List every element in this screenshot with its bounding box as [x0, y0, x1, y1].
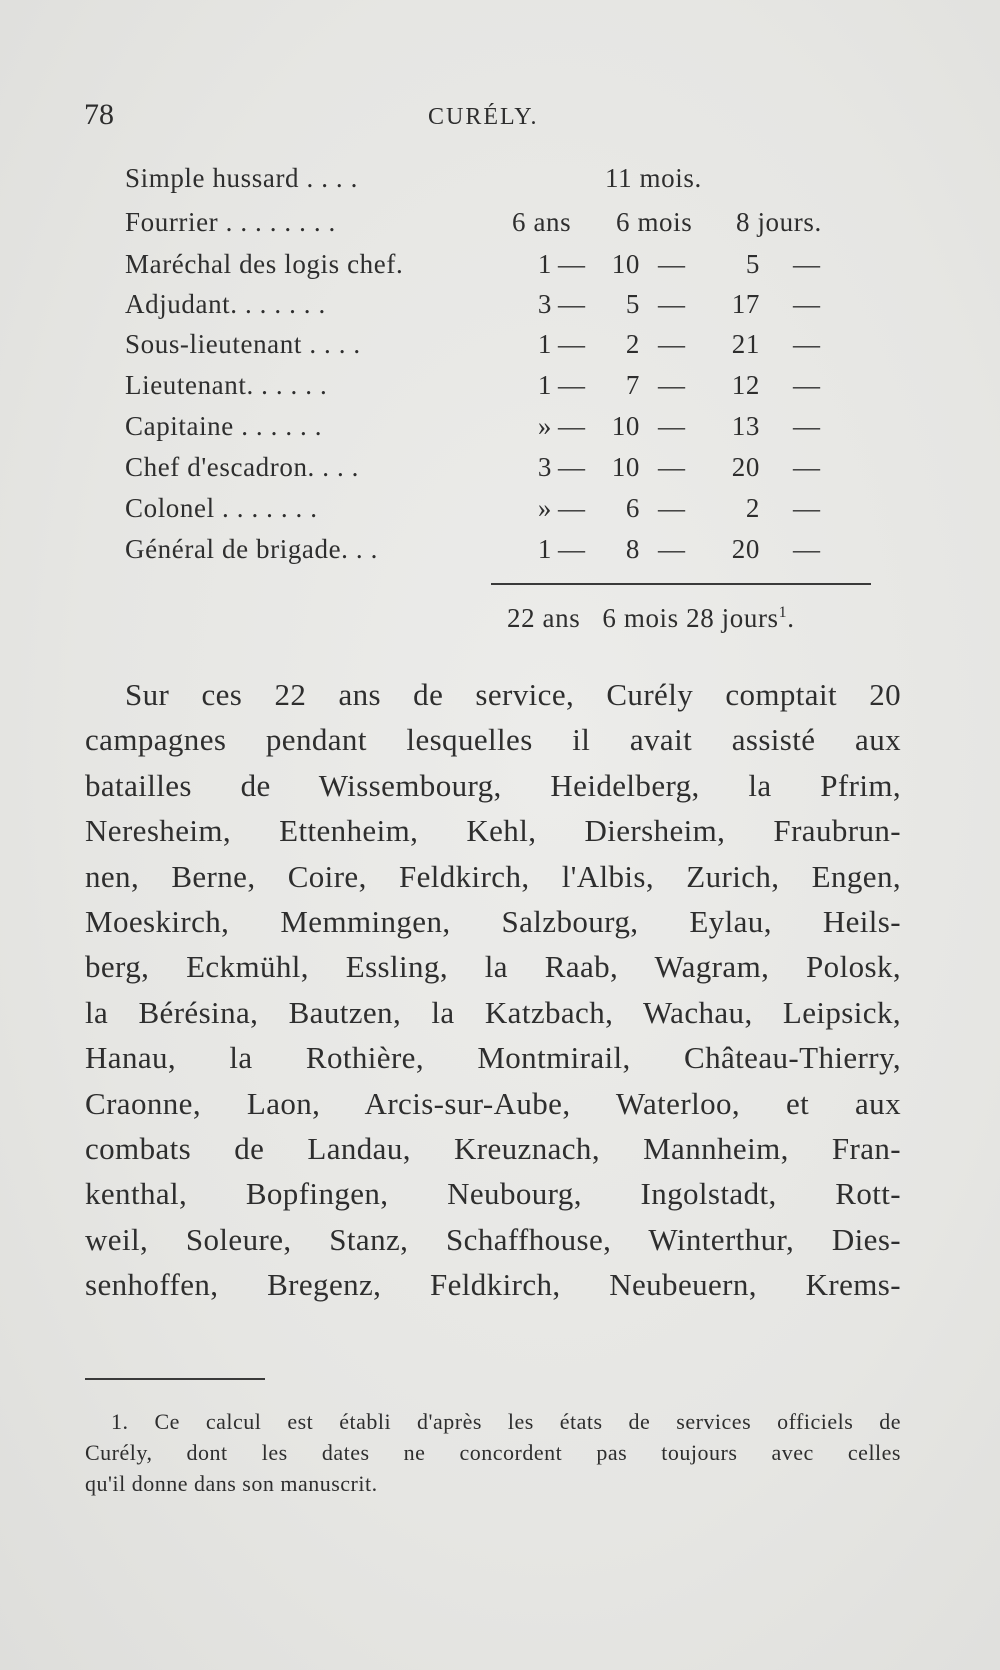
days-value: 13	[731, 411, 760, 441]
page-number: 78	[84, 98, 114, 131]
months-value: 10	[611, 411, 640, 441]
total-duration	[507, 595, 795, 636]
months-value: 6	[625, 493, 640, 523]
footnote-line: 1. Ce calcul est établi d'après les états de services officiels de	[111, 1409, 901, 1434]
table-row	[0, 490, 1000, 528]
dash: —	[793, 534, 821, 564]
rank-label: Général de brigade. . .	[125, 534, 378, 564]
months-value: 10	[611, 452, 640, 482]
rank-label: Chef d'escadron. . . .	[125, 452, 359, 482]
table-row	[0, 246, 1000, 284]
body-line: Hanau, la Rothière, Montmirail, Château-Thierry,	[85, 1040, 901, 1076]
table-row	[0, 204, 1000, 242]
body-line: senhoffen, Bregenz, Feldkirch, Neubeuern, Krems-	[85, 1267, 901, 1303]
sum-rule	[491, 583, 871, 585]
dash: —	[793, 493, 821, 523]
body-line: berg, Eckmühl, Essling, la Raab, Wagram, Polosk,	[85, 949, 901, 985]
days-value: 5	[745, 249, 760, 279]
months-value: 6 mois	[616, 207, 693, 237]
dash: —	[658, 370, 686, 400]
years-value: 1	[537, 249, 552, 279]
footnote-rule	[85, 1378, 265, 1380]
dash: —	[793, 370, 821, 400]
table-row	[0, 531, 1000, 569]
dash: —	[558, 452, 586, 482]
years-value: »	[537, 493, 552, 523]
dash: —	[558, 534, 586, 564]
dash: —	[558, 289, 586, 319]
months-value: 7	[625, 370, 640, 400]
rank-label: Lieutenant. . . . . .	[125, 370, 328, 400]
months-value: 8	[625, 534, 640, 564]
days-value: 12	[731, 370, 760, 400]
days-value: 17	[731, 289, 760, 319]
body-line: combats de Landau, Kreuznach, Mannheim, Fran-	[85, 1130, 901, 1166]
dash: —	[793, 329, 821, 359]
dash: —	[658, 452, 686, 482]
rank-label: Simple hussard . . . .	[125, 163, 358, 193]
dash: —	[793, 249, 821, 279]
footnote-line: qu'il donne dans son manuscrit.	[85, 1471, 378, 1496]
running-head: CURÉLY.	[428, 104, 539, 130]
dash: —	[558, 249, 586, 279]
body-paragraph	[85, 672, 901, 1307]
total-text: 22 ans 6 mois 28 jours	[507, 603, 779, 633]
body-line: Sur ces 22 ans de service, Curély comptait 20	[125, 677, 901, 712]
dash: —	[793, 452, 821, 482]
months-value: 2	[625, 329, 640, 359]
body-line: la Bérésina, Bautzen, la Katzbach, Wachau, Leipsick,	[85, 994, 901, 1030]
dash: —	[658, 534, 686, 564]
dash: —	[558, 411, 586, 441]
dash: —	[793, 289, 821, 319]
years-value: 1	[537, 370, 552, 400]
table-row	[0, 367, 1000, 405]
table-row	[0, 449, 1000, 487]
footnote	[85, 1406, 901, 1499]
months-value: 10	[611, 249, 640, 279]
body-line: nen, Berne, Coire, Feldkirch, l'Albis, Zurich, Engen,	[85, 858, 901, 894]
body-line: kenthal, Bopfingen, Neubourg, Ingolstadt, Rott-	[85, 1176, 901, 1212]
rank-label: Capitaine . . . . . .	[125, 411, 323, 441]
duration-value: 11 mois.	[605, 163, 702, 193]
rank-label: Maréchal des logis chef.	[125, 249, 404, 279]
years-value: 1	[537, 534, 552, 564]
rank-label: Fourrier . . . . . . . .	[125, 207, 336, 237]
total-end: .	[787, 603, 795, 633]
table-row	[0, 326, 1000, 364]
rank-label: Colonel . . . . . . .	[125, 493, 318, 523]
body-line: Neresheim, Ettenheim, Kehl, Diersheim, Fraubrun-	[85, 813, 901, 849]
years-value: 6 ans	[512, 207, 572, 237]
footnote-reference: 1	[778, 604, 788, 621]
years-value: »	[537, 411, 552, 441]
days-value: 20	[731, 452, 760, 482]
dash: —	[558, 329, 586, 359]
dash: —	[658, 249, 686, 279]
dash: —	[558, 370, 586, 400]
dash: —	[658, 411, 686, 441]
dash: —	[558, 493, 586, 523]
dash: —	[658, 493, 686, 523]
footnote-line: Curély, dont les dates ne concordent pas toujours avec celles	[85, 1440, 901, 1465]
dash: —	[658, 289, 686, 319]
dash: —	[658, 329, 686, 359]
body-line: Moeskirch, Memmingen, Salzbourg, Eylau, Heils-	[85, 903, 901, 939]
body-line: batailles de Wissembourg, Heidelberg, la Pfrim,	[85, 767, 901, 803]
body-line: campagnes pendant lesquelles il avait assisté aux	[85, 722, 901, 758]
rank-label: Adjudant. . . . . . .	[125, 289, 326, 319]
days-value: 2	[745, 493, 760, 523]
body-line: weil, Soleure, Stanz, Schaffhouse, Winterthur, Dies-	[85, 1221, 901, 1257]
days-value: 20	[731, 534, 760, 564]
body-line: Craonne, Laon, Arcis-sur-Aube, Waterloo, et aux	[85, 1085, 901, 1121]
table-row	[0, 286, 1000, 324]
rank-label: Sous-lieutenant . . . .	[125, 329, 361, 359]
days-value: 8 jours.	[736, 207, 822, 237]
table-row	[0, 160, 1000, 198]
years-value: 3	[537, 452, 552, 482]
years-value: 3	[537, 289, 552, 319]
months-value: 5	[625, 289, 640, 319]
table-row	[0, 408, 1000, 446]
days-value: 21	[731, 329, 760, 359]
years-value: 1	[537, 329, 552, 359]
dash: —	[793, 411, 821, 441]
